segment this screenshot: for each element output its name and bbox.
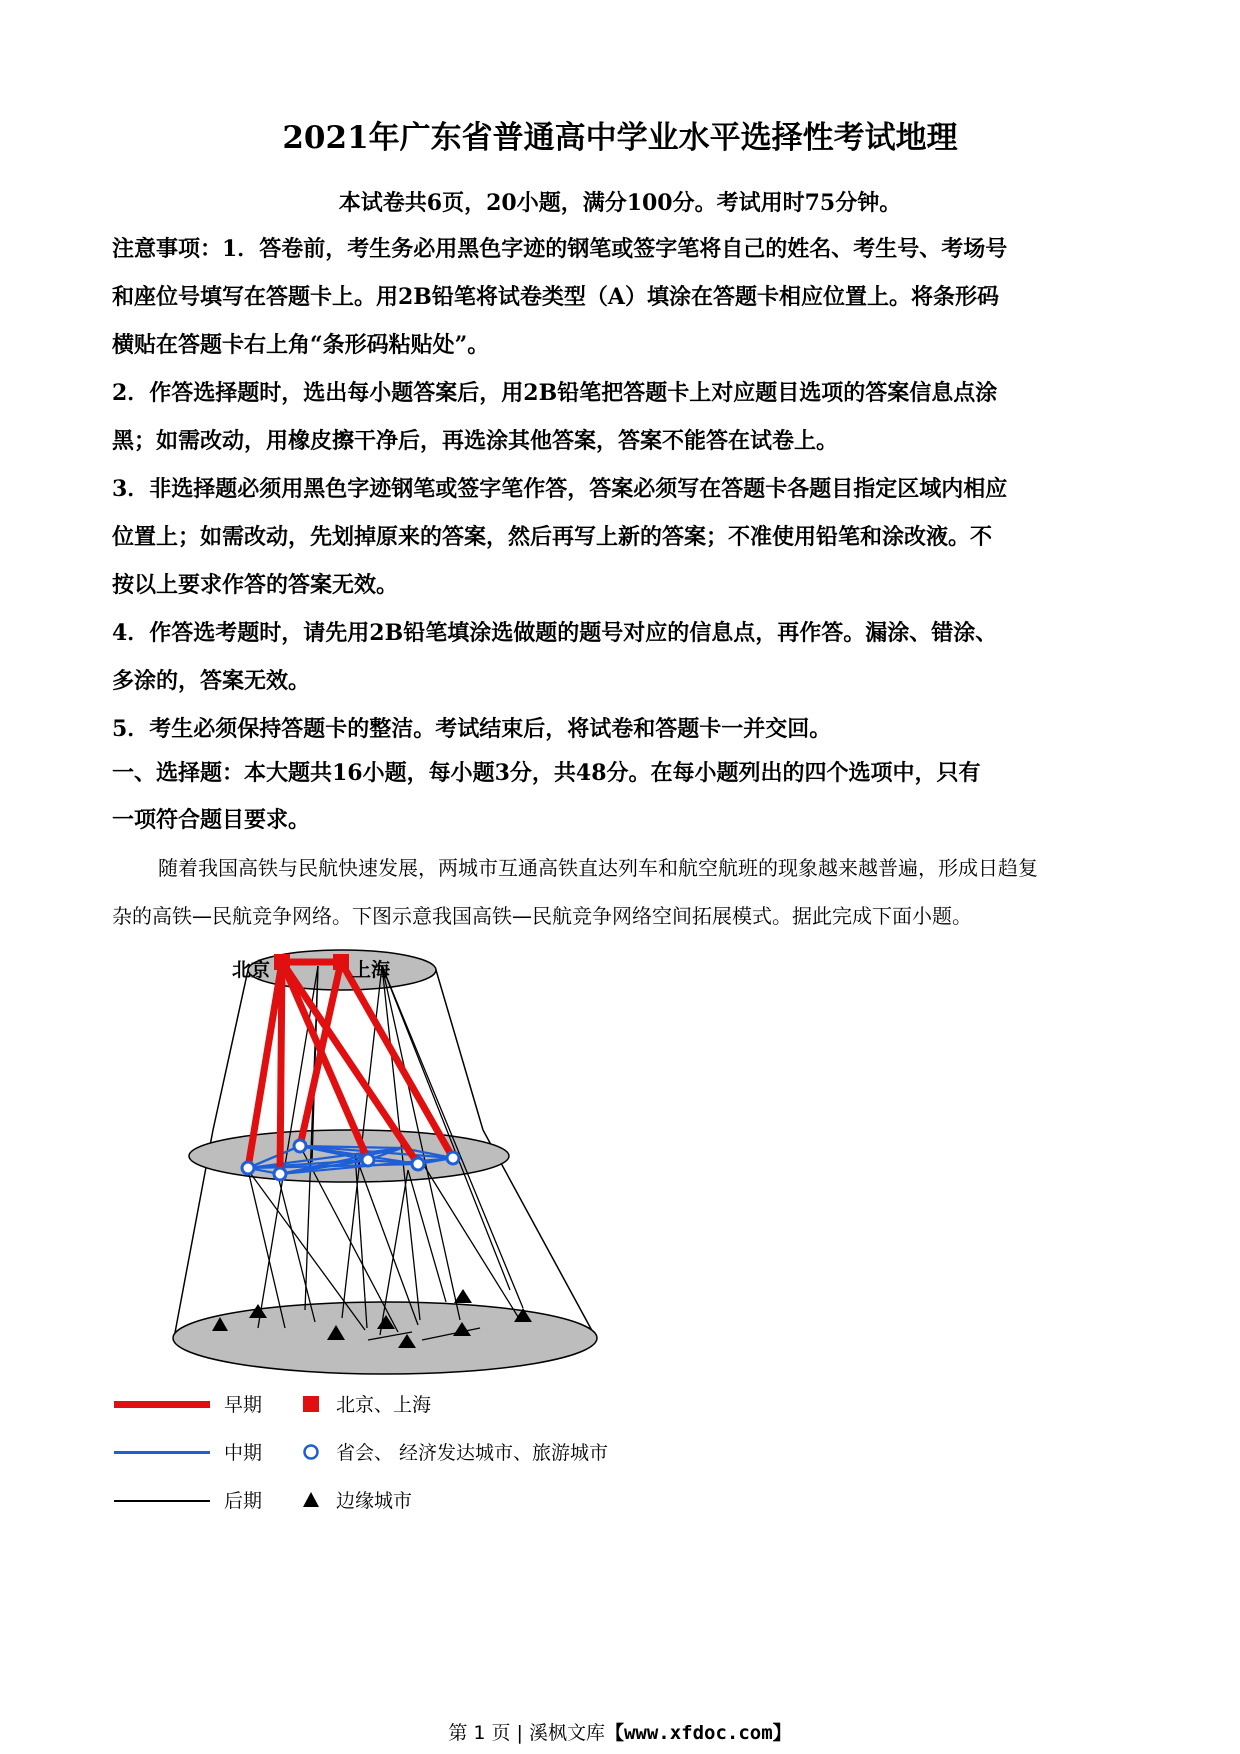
note-line: 2．作答选择题时，选出每小题答案后，用2B铅笔把答题卡上对应题目选项的答案信息点涂 [112,380,998,406]
section-heading: 一、选择题：本大题共16小题，每小题3分，共48分。在每小题列出的四个选项中，只有 [112,760,981,786]
note-line: 和座位号填写在答题卡上。用2B铅笔将试卷类型（A）填涂在答题卡相应位置上。将条形码 [112,284,999,310]
legend-period: 早期 [224,1394,263,1416]
legend-desc: 省会、 经济发达城市、旅游城市 [336,1442,609,1464]
legend-row-mid [110,1438,810,1468]
peripheral-city-node [454,1289,472,1303]
intro-line: 杂的高铁—民航竞争网络。下图示意我国高铁—民航竞争网络空间拓展模式。据此完成下面小题。 [112,904,972,928]
legend-row-early [110,1390,810,1420]
shanghai-node [333,954,349,970]
legend-blue-line [114,1451,210,1454]
provincial-city-node [242,1162,254,1174]
beijing-label: 北京 [232,959,271,981]
footer-page: 第 1 页 | 溪枫文库 [448,1722,605,1744]
note-line: 3．非选择题必须用黑色字迹钢笔或签字笔作答，答案必须写在答题卡各题目指定区域内相应 [112,476,1008,502]
legend-period: 中期 [224,1442,263,1464]
red-square-icon [300,1393,322,1415]
note-line: 4．作答选考题时，请先用2B铅笔填涂选做题的题号对应的信息点，再作答。漏涂、错涂、 [112,620,998,646]
blue-circle-icon [300,1441,322,1463]
note-line: 横贴在答题卡右上角“条形码粘贴处”。 [112,332,490,358]
section-heading: 一项符合题目要求。 [112,807,311,833]
note-line: 5．考生必须保持答题卡的整洁。考试结束后，将试卷和答题卡一并交回。 [112,716,832,742]
note-line: 黑；如需改动，用橡皮擦干净后，再选涂其他答案，答案不能答在试卷上。 [112,428,839,454]
note-line: 位置上；如需改动，先划掉原来的答案，然后再写上新的答案；不准使用铅笔和涂改液。不 [112,524,993,550]
legend-red-line [114,1401,210,1408]
note-line: 多涂的，答案无效。 [112,668,311,694]
footer-website-link[interactable]: 【www.xfdoc.com】 [604,1722,792,1744]
network-diagram [100,930,620,1390]
beijing-node [274,954,290,970]
legend-period: 后期 [224,1490,263,1512]
legend-desc: 边缘城市 [336,1490,413,1512]
diagram-legend [110,1390,810,1550]
intro-line: 随着我国高铁与民航快速发展，两城市互通高铁直达列车和航空航班的现象越来越普遍，形成日趋复 [158,856,1038,880]
note-line: 按以上要求作答的答案无效。 [112,572,399,598]
note-line: 注意事项：1．答卷前，考生务必用黑色字迹的钢笔或签字笔将自己的姓名、考生号、考场号 [112,236,1008,262]
legend-desc: 北京、上海 [336,1394,432,1416]
provincial-city-node [412,1158,424,1170]
black-triangle-icon [300,1489,322,1511]
provincial-city-node [447,1152,459,1164]
legend-row-late [110,1486,810,1516]
legend-black-line [114,1500,210,1502]
page-title: 2021年广东省普通高中学业水平选择性考试地理 [282,120,958,156]
provincial-city-node [362,1154,374,1166]
peripheral-city-layer [173,1302,597,1374]
provincial-city-node [274,1168,286,1180]
exam-subtitle: 本试卷共6页，20小题，满分100分。考试用时75分钟。 [338,190,902,216]
page-footer [0,1718,1240,1745]
provincial-city-node [294,1140,306,1152]
shanghai-label: 上海 [352,959,391,981]
